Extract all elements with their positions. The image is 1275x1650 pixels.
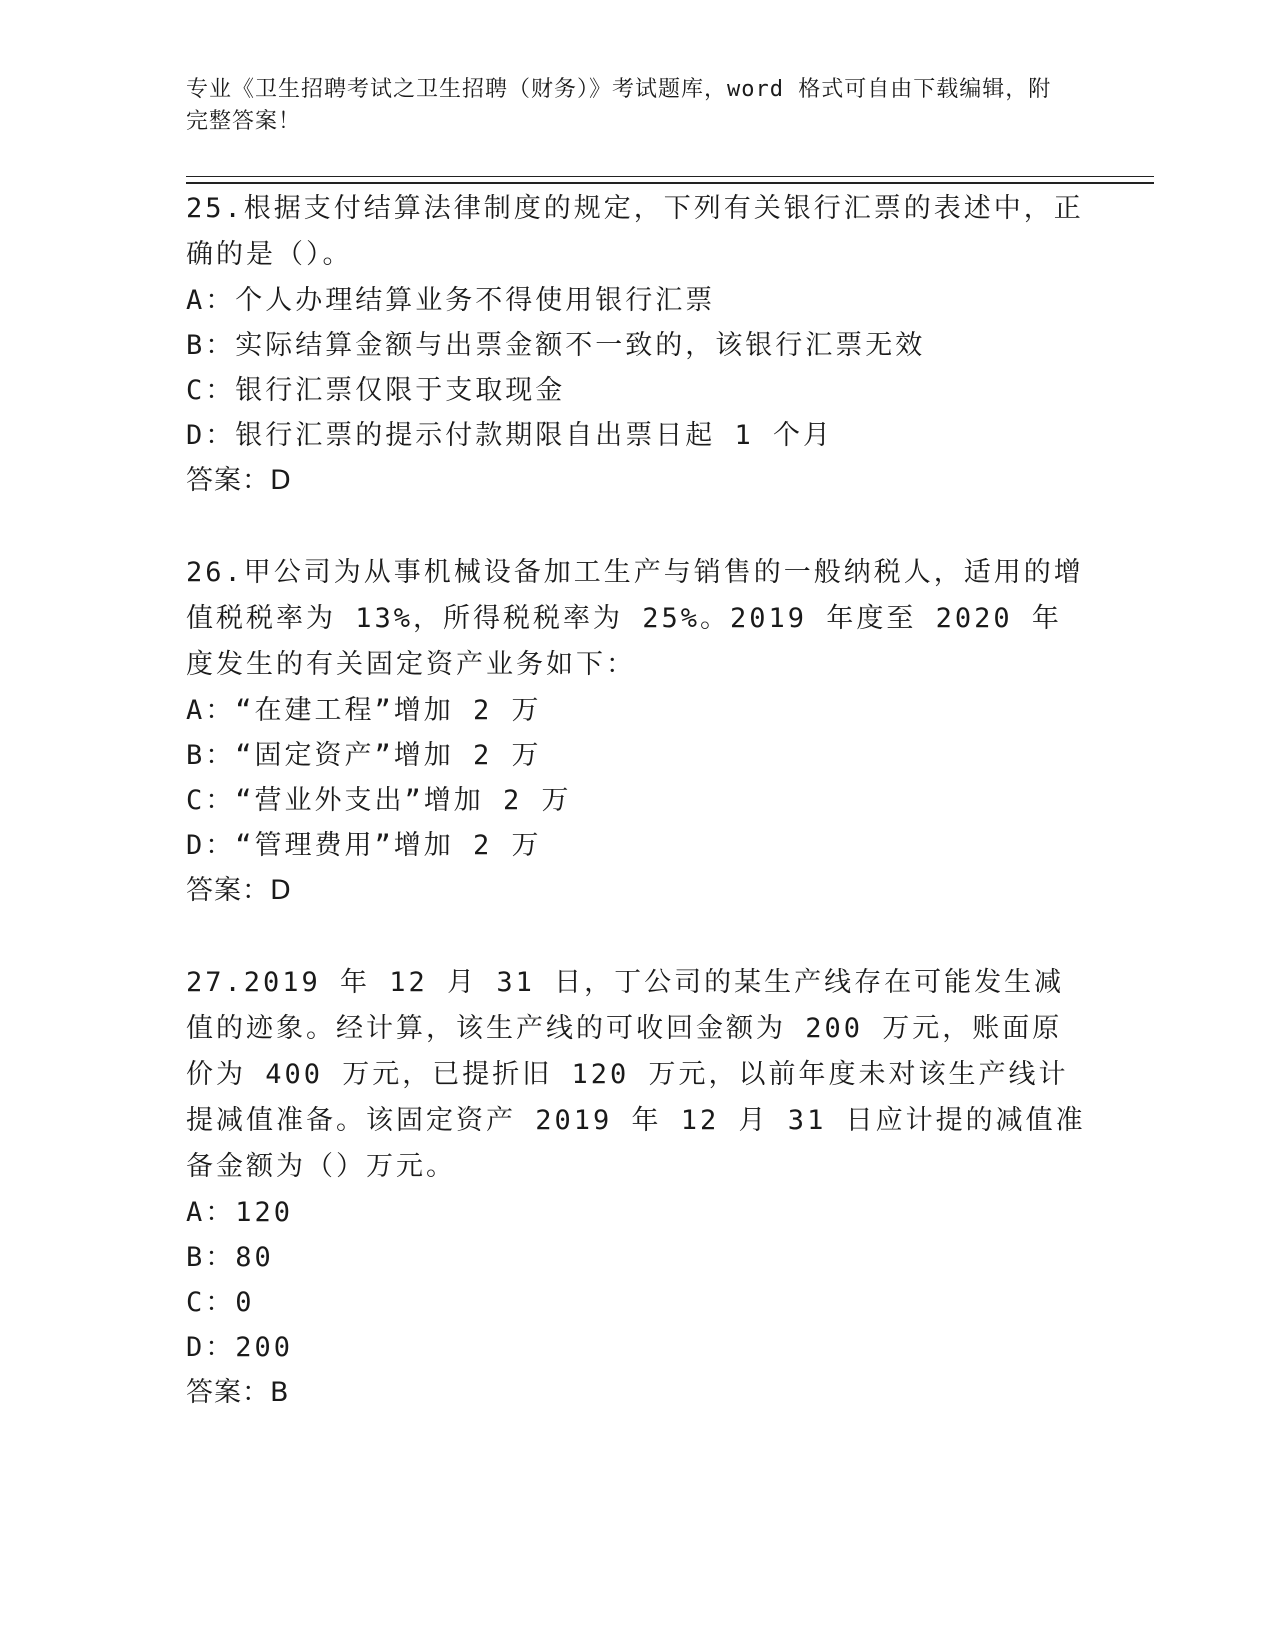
option-d: D：“管理费用”增加 2 万 xyxy=(186,830,542,861)
question-list xyxy=(186,186,1086,1462)
option-b: B：“固定资产”增加 2 万 xyxy=(186,740,542,771)
option-c: C：银行汇票仅限于支取现金 xyxy=(186,375,566,406)
question-stem: 26.甲公司为从事机械设备加工生产与销售的一般纳税人，适用的增值税税率为 13%，所得税税率为 25%。2019 年度至 2020 年度发生的有关固定资产业务如下： xyxy=(186,557,1084,680)
option-c: C：0 xyxy=(186,1287,255,1318)
header-divider-bottom xyxy=(186,182,1154,184)
header-divider-top xyxy=(186,176,1154,177)
question-25 xyxy=(186,186,1086,504)
document-header: 专业《卫生招聘考试之卫生招聘（财务）》考试题库，word 格式可自由下载编辑，附完整答案！ xyxy=(186,77,1052,134)
option-a: A：个人办理结算业务不得使用银行汇票 xyxy=(186,285,716,316)
option-a: A：120 xyxy=(186,1197,294,1228)
answer-line: 答案：B xyxy=(186,1377,290,1408)
answer-line: 答案：D xyxy=(186,465,292,496)
question-stem: 27.2019 年 12 月 31 日，丁公司的某生产线存在可能发生减值的迹象。经计算，该生产线的可收回金额为 200 万元，账面原价为 400 万元，已提折旧 120 万元，以前年度未对该生产线计提减值准备。该固定资产 2019 年 12 月 31 日应计提的减值准备金额为（）万元。 xyxy=(186,967,1086,1182)
option-d: D：200 xyxy=(186,1332,294,1363)
option-a: A：“在建工程”增加 2 万 xyxy=(186,695,542,726)
option-b: B：实际结算金额与出票金额不一致的，该银行汇票无效 xyxy=(186,330,926,361)
option-c: C：“营业外支出”增加 2 万 xyxy=(186,785,572,816)
option-b: B：80 xyxy=(186,1242,274,1273)
question-27 xyxy=(186,960,1086,1416)
question-stem: 25.根据支付结算法律制度的规定，下列有关银行汇票的表述中，正确的是（）。 xyxy=(186,193,1084,270)
option-d: D：银行汇票的提示付款期限自出票日起 1 个月 xyxy=(186,420,834,451)
question-26 xyxy=(186,550,1086,914)
answer-line: 答案：D xyxy=(186,875,292,906)
